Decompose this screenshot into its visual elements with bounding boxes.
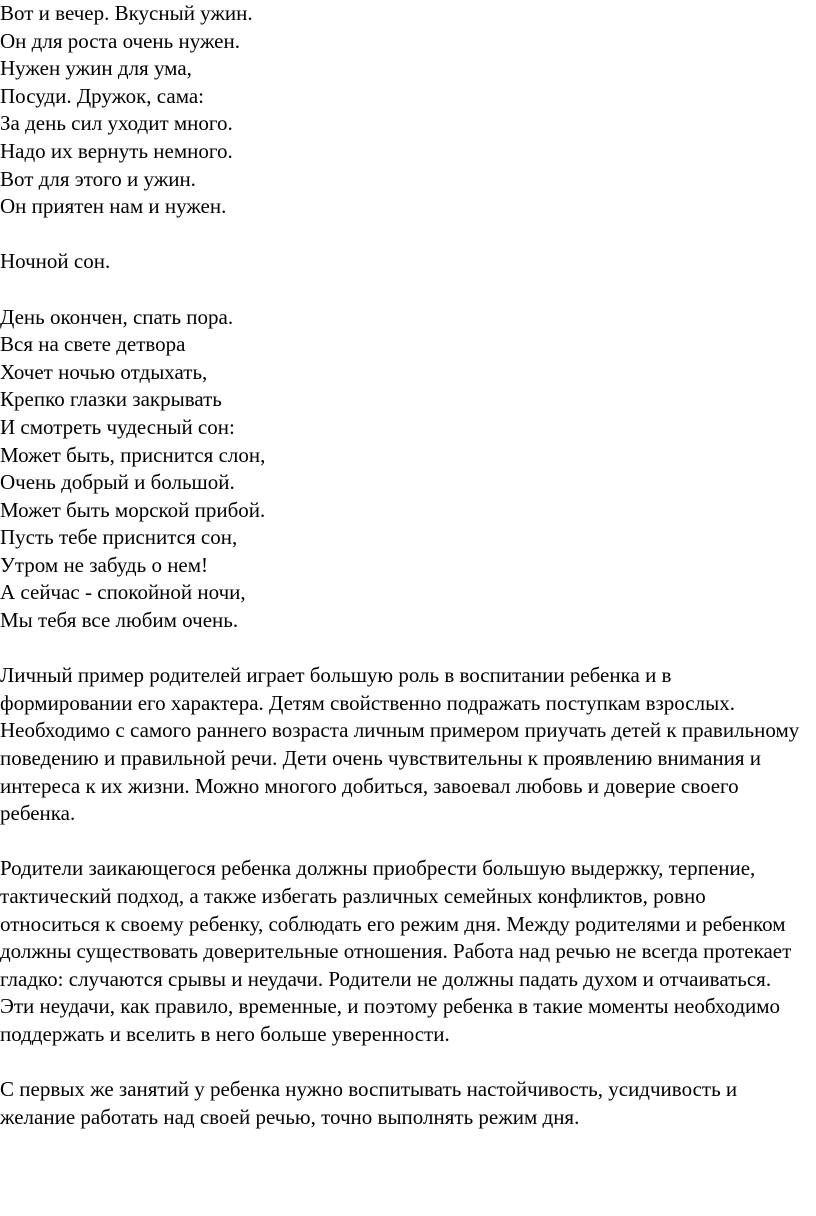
poem-line: Мы тебя все любим очень.: [0, 608, 239, 633]
spacer: [0, 276, 808, 304]
poem-line: Вот и вечер. Вкусный ужин.: [0, 1, 253, 25]
poem-line: Утром не забудь о нем!: [0, 552, 209, 577]
spacer: [0, 221, 808, 249]
poem-line: Может быть, приснится слон,: [0, 442, 266, 467]
poem-title: Ночной сон.: [0, 249, 111, 274]
poem-line: День окончен, спать пора.: [0, 304, 234, 329]
poem-line: Он для роста очень нужен.: [0, 28, 240, 53]
poem-line: Очень добрый и большой.: [0, 470, 235, 495]
paragraph-persistence: С первых же занятий у ребенка нужно воспитывать настойчивость, усидчивость и желание работать над своей речью, точно выполнять режим дня.: [0, 1077, 738, 1129]
poem-line: Он приятен нам и нужен.: [0, 194, 227, 219]
poem-line: А сейчас - спокойной ночи,: [0, 580, 246, 605]
poem-line: Пусть тебе приснится сон,: [0, 525, 238, 550]
night-sleep-poem: [0, 304, 808, 635]
paragraph-parent-patience: Родители заикающегося ребенка должны приобрести большую выдержку, терпение, тактический подход, а также избегать различных семейных конфликтов, ровно относиться к своему ребенку, соблюдать его режим дня. Между родителями и ребенком должны существовать доверительные отношения. Работа над речью не всегда протекает гладко: случаются срывы и неудачи. Родители не должны падать духом и отчаиваться. Эти неудачи, как правило, временные, и поэтому ребенка в такие моменты необходимо поддержать и вселить в него больше уверенности.: [0, 856, 792, 1046]
poem-line: Нужен ужин для ума,: [0, 56, 192, 81]
paragraph-parent-example: Личный пример родителей играет большую роль в воспитании ребенка и в формировании его характера. Детям свойственно подражать поступкам взрослых. Необходимо с самого раннего возраста личным примером приучать детей к правильному поведению и правильной речи. Дети очень чувствительны к проявлению внимания и интереса к их жизни. Можно многого добиться, завоевал любовь и доверие своего ребенка.: [0, 663, 800, 826]
spacer: [0, 1049, 808, 1077]
dinner-poem: [0, 0, 808, 221]
poem-line: За день сил уходит много.: [0, 111, 233, 136]
spacer: [0, 635, 808, 663]
poem-line: Вот для этого и ужин.: [0, 166, 196, 191]
poem-line: И смотреть чудесный сон:: [0, 414, 235, 439]
spacer: [0, 828, 808, 856]
poem-line: Посуди. Дружок, сама:: [0, 83, 204, 108]
poem-line: Может быть морской прибой.: [0, 497, 266, 522]
poem-line: Надо их вернуть немного.: [0, 138, 233, 163]
poem-line: Крепко глазки закрывать: [0, 387, 222, 412]
poem-line: Хочет ночью отдыхать,: [0, 359, 208, 384]
poem-line: Вся на свете детвора: [0, 332, 186, 357]
